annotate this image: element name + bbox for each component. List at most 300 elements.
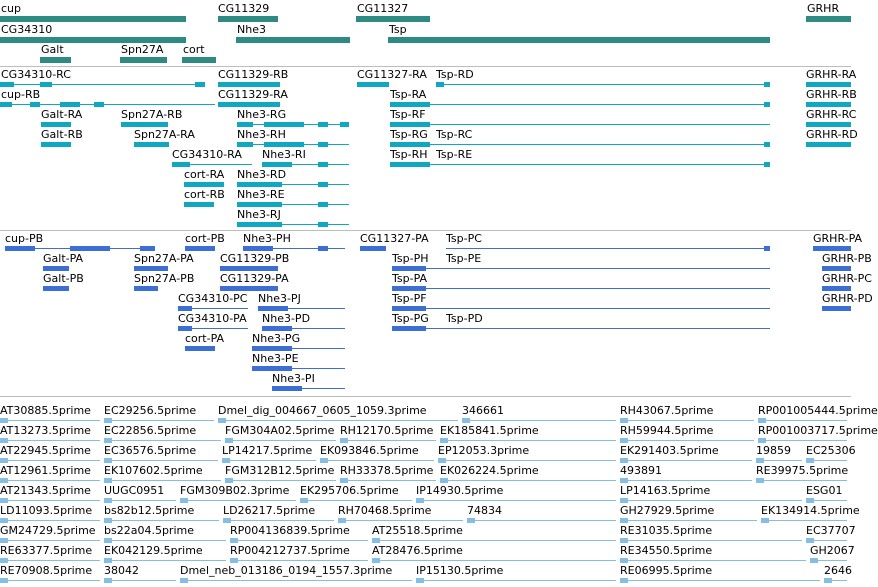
est-label: AT21343.5prime (0, 484, 91, 497)
est-label: ESG01 (806, 484, 843, 497)
est-feature-line[interactable] (180, 580, 412, 581)
est-feature-line[interactable] (338, 520, 463, 521)
est-feature-block[interactable] (824, 578, 832, 583)
transcript-exon[interactable] (40, 82, 52, 87)
transcript-line[interactable] (390, 124, 770, 125)
transcript-exon[interactable] (264, 122, 304, 127)
protein-exon[interactable] (392, 286, 426, 291)
est-feature-line[interactable] (104, 580, 176, 581)
track-separator (0, 66, 851, 67)
transcript-label: CG34310-RA (172, 148, 242, 161)
gene-bar-cup[interactable] (0, 16, 186, 22)
protein-label: Nhe3-PJ (258, 292, 301, 305)
est-label: EK295706.5prime (300, 484, 399, 497)
est-feature-block[interactable] (104, 418, 112, 423)
gene-bar-Nhe3[interactable] (236, 37, 350, 43)
protein-exon[interactable] (262, 326, 292, 331)
est-feature-line[interactable] (0, 440, 100, 441)
transcript-exon[interactable] (318, 122, 328, 127)
protein-exon[interactable] (822, 266, 851, 271)
est-feature-block[interactable] (218, 418, 226, 423)
transcript-label: Tsp-RF (390, 108, 426, 121)
protein-exon[interactable] (140, 246, 155, 251)
est-feature-block[interactable] (806, 458, 814, 463)
transcript-line[interactable] (436, 144, 770, 145)
protein-label: CG34310-PA (178, 312, 247, 325)
gene-bar-Tsp[interactable] (388, 37, 770, 43)
est-feature-block[interactable] (620, 418, 628, 423)
transcript-exon[interactable] (195, 82, 205, 87)
est-label: RE39975.5prime (756, 464, 849, 477)
transcript-exon[interactable] (806, 122, 851, 127)
gene-label-GRHR: GRHR (807, 2, 840, 15)
protein-exon[interactable] (258, 306, 288, 311)
est-feature-line[interactable] (104, 520, 219, 521)
est-feature-block[interactable] (806, 498, 814, 503)
protein-exon[interactable] (134, 266, 168, 271)
transcript-exon[interactable] (237, 122, 253, 127)
transcript-exon[interactable] (0, 82, 14, 87)
est-feature-block[interactable] (440, 478, 448, 483)
est-feature-line[interactable] (620, 500, 802, 501)
est-feature-line[interactable] (0, 520, 100, 521)
est-feature-line[interactable] (620, 420, 754, 421)
est-label: EK093846.5prime (320, 444, 419, 457)
gene-bar-Spn27A[interactable] (120, 57, 167, 63)
est-feature-line[interactable] (620, 580, 820, 581)
transcript-exon[interactable] (318, 222, 328, 227)
est-label: EC37707 (806, 524, 856, 537)
transcript-exon[interactable] (318, 142, 328, 147)
est-feature-block[interactable] (620, 518, 628, 523)
protein-label: CG34310-PC (178, 292, 248, 305)
protein-exon[interactable] (178, 306, 192, 311)
est-feature-line[interactable] (223, 520, 334, 521)
est-label: AT13273.5prime (0, 424, 91, 437)
est-feature-block[interactable] (104, 578, 112, 583)
est-label: GH27929.5prime (620, 504, 715, 517)
gene-label-cort: cort (183, 43, 205, 56)
est-label: IP15130.5prime (416, 564, 504, 577)
protein-label: Spn27A-PB (134, 272, 195, 285)
est-feature-block[interactable] (0, 558, 8, 563)
est-label: 493891 (620, 464, 662, 477)
est-feature-block[interactable] (761, 518, 769, 523)
transcript-label: Spn27A-RA (134, 128, 195, 141)
protein-exon[interactable] (243, 246, 273, 251)
est-feature-line[interactable] (620, 480, 752, 481)
transcript-exon[interactable] (94, 102, 104, 107)
est-feature-line[interactable] (440, 440, 616, 441)
est-feature-line[interactable] (0, 580, 100, 581)
est-label: EP12053.3prime (438, 444, 530, 457)
est-feature-line[interactable] (104, 560, 226, 561)
transcript-exon[interactable] (357, 82, 389, 87)
est-feature-block[interactable] (320, 458, 328, 463)
protein-exon[interactable] (360, 246, 386, 251)
est-feature-line[interactable] (761, 520, 847, 521)
est-feature-block[interactable] (300, 498, 308, 503)
transcript-label: Tsp-RH (390, 148, 428, 161)
est-feature-block[interactable] (104, 478, 112, 483)
est-feature-block[interactable] (440, 438, 448, 443)
est-feature-block[interactable] (372, 558, 380, 563)
protein-line[interactable] (446, 268, 770, 269)
est-feature-block[interactable] (620, 498, 628, 503)
est-feature-block[interactable] (620, 458, 628, 463)
transcript-label: GRHR-RB (806, 88, 857, 101)
transcript-exon[interactable] (134, 142, 169, 147)
est-label: IP14930.5prime (416, 484, 504, 497)
protein-exon[interactable] (220, 286, 278, 291)
transcript-label: cort-RA (184, 168, 225, 181)
est-feature-line[interactable] (372, 560, 616, 561)
est-feature-line[interactable] (104, 540, 226, 541)
protein-exon[interactable] (392, 266, 426, 271)
est-feature-block[interactable] (620, 578, 628, 583)
est-feature-block[interactable] (756, 478, 764, 483)
est-feature-line[interactable] (320, 460, 434, 461)
est-feature-block[interactable] (758, 418, 766, 423)
protein-exon[interactable] (43, 286, 69, 291)
transcript-line[interactable] (436, 84, 770, 85)
est-label: EK185841.5prime (440, 424, 539, 437)
transcript-line[interactable] (390, 104, 770, 105)
protein-exon[interactable] (318, 246, 328, 251)
transcript-exon[interactable] (764, 82, 770, 87)
protein-label: Tsp-PA (392, 272, 428, 285)
est-feature-line[interactable] (340, 480, 436, 481)
transcript-exon[interactable] (764, 162, 770, 167)
est-feature-line[interactable] (104, 500, 176, 501)
est-feature-line[interactable] (230, 540, 368, 541)
est-feature-block[interactable] (223, 518, 231, 523)
est-label: EC25306 (806, 444, 856, 457)
est-feature-block[interactable] (438, 458, 446, 463)
est-feature-line[interactable] (104, 420, 214, 421)
est-feature-line[interactable] (225, 440, 336, 441)
est-label: EC36576.5prime (104, 444, 197, 457)
est-feature-block[interactable] (104, 438, 112, 443)
transcript-exon[interactable] (218, 82, 280, 87)
est-feature-block[interactable] (462, 418, 470, 423)
est-label: AT22945.5prime (0, 444, 91, 457)
protein-label: Nhe3-PG (252, 332, 301, 345)
est-feature-block[interactable] (0, 418, 8, 423)
est-feature-line[interactable] (620, 440, 754, 441)
transcript-exon[interactable] (41, 142, 71, 147)
transcript-exon[interactable] (806, 142, 851, 147)
est-label: bs22a04.5prime (104, 524, 194, 537)
protein-line[interactable] (446, 248, 770, 249)
est-feature-line[interactable] (416, 580, 616, 581)
transcript-exon[interactable] (436, 82, 444, 87)
est-feature-block[interactable] (104, 458, 112, 463)
protein-exon[interactable] (134, 286, 158, 291)
transcript-exon[interactable] (806, 82, 851, 87)
transcript-label: Nhe3-RD (237, 168, 287, 181)
protein-exon[interactable] (813, 246, 851, 251)
est-feature-block[interactable] (104, 558, 112, 563)
est-feature-block[interactable] (758, 438, 766, 443)
gene-bar-cort[interactable] (182, 57, 216, 63)
protein-label: Nhe3-PE (252, 352, 299, 365)
est-feature-line[interactable] (0, 560, 100, 561)
est-feature-line[interactable] (230, 560, 368, 561)
gene-label-CG11329: CG11329 (218, 2, 270, 15)
est-label: EC29256.5prime (104, 404, 197, 417)
est-feature-block[interactable] (180, 578, 188, 583)
est-label: AT30885.5prime (0, 404, 91, 417)
est-label: RH43067.5prime (620, 404, 714, 417)
transcript-exon[interactable] (806, 102, 851, 107)
est-label: AT25518.5prime (372, 524, 463, 537)
protein-exon[interactable] (43, 266, 69, 271)
transcript-exon[interactable] (41, 122, 71, 127)
track-separator (0, 396, 851, 397)
est-label: EK291403.5prime (620, 444, 719, 457)
transcript-exon[interactable] (390, 102, 430, 107)
protein-label: CG11327-PA (360, 232, 429, 245)
transcript-exon[interactable] (764, 142, 770, 147)
est-feature-block[interactable] (0, 578, 8, 583)
protein-line[interactable] (392, 288, 770, 289)
est-feature-block[interactable] (0, 478, 8, 483)
gene-label-Tsp: Tsp (389, 23, 407, 36)
est-feature-line[interactable] (300, 500, 412, 501)
transcript-exon[interactable] (264, 142, 304, 147)
est-feature-block[interactable] (225, 478, 233, 483)
est-feature-line[interactable] (467, 520, 616, 521)
est-feature-line[interactable] (0, 480, 100, 481)
est-feature-line[interactable] (462, 420, 616, 421)
transcript-exon[interactable] (60, 102, 80, 107)
est-label: RP004136839.5prime (230, 524, 350, 537)
est-label: LP14163.5prime (620, 484, 711, 497)
protein-label: GRHR-PB (822, 252, 872, 265)
protein-label: Nhe3-PI (272, 372, 315, 385)
est-label: GH2067 (810, 544, 855, 557)
est-feature-line[interactable] (0, 460, 100, 461)
transcript-label: Galt-RB (41, 128, 83, 141)
transcript-exon[interactable] (262, 162, 292, 167)
est-feature-line[interactable] (104, 440, 221, 441)
est-feature-line[interactable] (0, 540, 100, 541)
est-feature-block[interactable] (620, 538, 628, 543)
est-feature-block[interactable] (104, 518, 112, 523)
transcript-exon[interactable] (318, 182, 328, 187)
est-feature-block[interactable] (620, 558, 628, 563)
protein-label: Tsp-PH (392, 252, 429, 265)
transcript-exon[interactable] (390, 142, 430, 147)
protein-exon[interactable] (5, 246, 35, 251)
est-feature-block[interactable] (225, 438, 233, 443)
transcript-exon[interactable] (121, 122, 168, 127)
est-feature-block[interactable] (467, 518, 475, 523)
protein-exon[interactable] (392, 326, 426, 331)
est-label: EK042129.5prime (104, 544, 203, 557)
est-feature-line[interactable] (104, 480, 221, 481)
gene-bar-CG11329[interactable] (218, 16, 278, 22)
est-feature-block[interactable] (230, 558, 238, 563)
est-feature-line[interactable] (620, 540, 802, 541)
gene-label-CG11327: CG11327 (357, 2, 409, 15)
est-label: RP001003717.5prime (758, 424, 878, 437)
est-label: 2646 (824, 564, 852, 577)
est-feature-block[interactable] (340, 478, 348, 483)
transcript-exon[interactable] (237, 142, 253, 147)
est-feature-block[interactable] (0, 518, 8, 523)
est-label: RH12170.5prime (340, 424, 434, 437)
protein-exon[interactable] (252, 346, 292, 351)
est-feature-line[interactable] (620, 460, 752, 461)
est-label: AT12961.5prime (0, 464, 91, 477)
est-feature-line[interactable] (218, 420, 458, 421)
protein-exon[interactable] (392, 306, 426, 311)
est-feature-line[interactable] (620, 560, 806, 561)
est-feature-block[interactable] (416, 498, 424, 503)
protein-label: Galt-PA (43, 252, 84, 265)
est-feature-line[interactable] (758, 440, 847, 441)
transcript-exon[interactable] (340, 122, 349, 127)
transcript-label: Tsp-RC (436, 128, 473, 141)
protein-exon[interactable] (272, 386, 302, 391)
est-label: FGM304A02.5prime (225, 424, 335, 437)
est-feature-block[interactable] (0, 498, 8, 503)
protein-label: Nhe3-PH (243, 232, 291, 245)
est-feature-line[interactable] (756, 480, 847, 481)
est-label: RP001005444.5prime (758, 404, 878, 417)
transcript-exon[interactable] (764, 102, 770, 107)
est-feature-block[interactable] (0, 458, 8, 463)
est-label: RH33378.5prime (340, 464, 434, 477)
est-feature-block[interactable] (620, 438, 628, 443)
est-label: 74834 (467, 504, 502, 517)
protein-label: GRHR-PA (813, 232, 863, 245)
est-label: 346661 (462, 404, 504, 417)
est-feature-line[interactable] (372, 540, 616, 541)
est-feature-block[interactable] (0, 438, 8, 443)
protein-label: GRHR-PC (822, 272, 872, 285)
protein-label: cup-PB (5, 232, 44, 245)
protein-line[interactable] (392, 308, 770, 309)
est-feature-line[interactable] (438, 460, 616, 461)
transcript-exon[interactable] (30, 102, 40, 107)
est-label: AT28476.5prime (372, 544, 463, 557)
est-feature-block[interactable] (620, 478, 628, 483)
est-label: Dmel_dig_004667_0605_1059.3prime (218, 404, 427, 417)
est-label: UUGC0951 (104, 484, 165, 497)
est-feature-line[interactable] (620, 520, 757, 521)
est-feature-block[interactable] (180, 498, 188, 503)
transcript-exon[interactable] (318, 162, 328, 167)
est-feature-block[interactable] (810, 558, 818, 563)
est-feature-block[interactable] (222, 458, 230, 463)
est-feature-line[interactable] (0, 500, 100, 501)
transcript-exon[interactable] (184, 182, 224, 187)
transcript-exon[interactable] (237, 182, 282, 187)
est-feature-line[interactable] (104, 460, 218, 461)
transcript-exon[interactable] (390, 162, 430, 167)
est-label: LD26217.5prime (223, 504, 316, 517)
est-feature-line[interactable] (416, 500, 616, 501)
est-feature-block[interactable] (0, 538, 8, 543)
est-feature-block[interactable] (372, 538, 380, 543)
est-label: 19859 (756, 444, 791, 457)
protein-exon[interactable] (70, 246, 110, 251)
transcript-label: CG11327-RA (357, 68, 427, 81)
protein-exon[interactable] (822, 306, 851, 311)
est-feature-block[interactable] (338, 518, 346, 523)
transcript-line[interactable] (436, 164, 770, 165)
est-feature-block[interactable] (340, 438, 348, 443)
transcript-exon[interactable] (390, 122, 430, 127)
est-label: RE34550.5prime (620, 544, 713, 557)
transcript-exon[interactable] (237, 202, 282, 207)
transcript-label: Nhe3-RJ (237, 208, 281, 221)
est-label: FGM309B02.3prime (180, 484, 290, 497)
protein-label: cort-PA (185, 332, 225, 345)
est-feature-block[interactable] (104, 498, 112, 503)
est-feature-block[interactable] (756, 458, 764, 463)
protein-exon[interactable] (822, 286, 851, 291)
est-feature-block[interactable] (416, 578, 424, 583)
transcript-label: Tsp-RD (436, 68, 474, 81)
gene-label-cup: cup (1, 2, 22, 15)
est-feature-block[interactable] (806, 538, 814, 543)
est-feature-block[interactable] (230, 538, 238, 543)
transcript-exon[interactable] (237, 222, 282, 227)
protein-exon[interactable] (185, 246, 215, 251)
est-feature-line[interactable] (222, 460, 316, 461)
protein-exon[interactable] (220, 266, 278, 271)
gene-bar-Galt[interactable] (40, 57, 71, 63)
transcript-label: Nhe3-RE (237, 188, 285, 201)
est-label: LP14217.5prime (222, 444, 313, 457)
est-feature-line[interactable] (180, 500, 296, 501)
est-feature-block[interactable] (104, 538, 112, 543)
protein-exon[interactable] (252, 366, 292, 371)
est-label: LD11093.5prime (0, 504, 93, 517)
transcript-label: CG11329-RA (218, 88, 288, 101)
gene-bar-CG11327[interactable] (356, 16, 430, 22)
protein-line[interactable] (446, 328, 770, 329)
est-label: RE63377.5prime (0, 544, 93, 557)
est-feature-line[interactable] (758, 420, 847, 421)
transcript-label: cup-RB (1, 88, 41, 101)
transcript-label: cort-RB (184, 188, 225, 201)
est-feature-line[interactable] (225, 480, 336, 481)
transcript-exon[interactable] (172, 162, 190, 167)
transcript-exon[interactable] (318, 202, 328, 207)
protein-label: Galt-PB (43, 272, 84, 285)
transcript-label: GRHR-RA (806, 68, 857, 81)
est-label: RE70908.5prime (0, 564, 93, 577)
protein-exon[interactable] (764, 246, 770, 251)
transcript-exon[interactable] (184, 202, 214, 207)
transcript-exon[interactable] (0, 102, 12, 107)
transcript-exon[interactable] (218, 102, 280, 107)
est-feature-line[interactable] (0, 420, 100, 421)
est-feature-line[interactable] (440, 480, 616, 481)
protein-exon[interactable] (178, 326, 192, 331)
est-feature-line[interactable] (340, 440, 436, 441)
gene-bar-GRHR[interactable] (806, 16, 851, 22)
transcript-label: Tsp-RG (390, 128, 428, 141)
protein-label: CG11329-PB (220, 252, 290, 265)
protein-exon[interactable] (185, 346, 215, 351)
transcript-line[interactable] (0, 84, 205, 85)
